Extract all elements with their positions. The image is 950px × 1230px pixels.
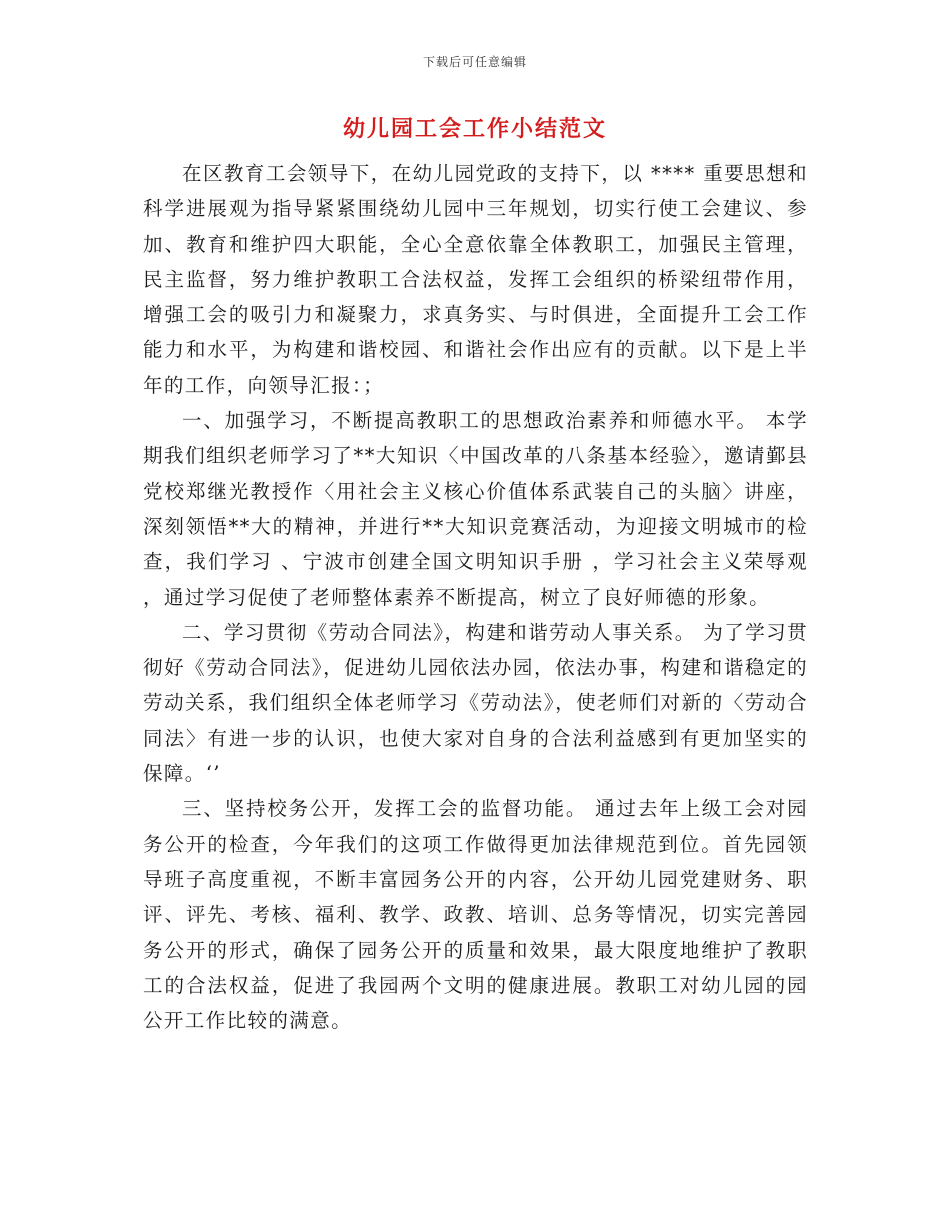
document-title: 幼儿园工会工作小结范文 — [342, 116, 607, 142]
paragraph-section-3: 三、坚持校务公开，发挥工会的监督功能。 通过去年上级工会对园务公开的检查，今年我们的这项工作做得更加法律规范到位。首先园领导班子高度重视，不断丰富园务公开的内容，公开幼儿园党建财务、职评、评先、考核、福利、教学、政教、培训、总务等情况，切实完善园务公开的形式，确保了园务公开的质量和效果，最大限度地维护了教职工的合法权益，促进了我园两个文明的健康进展。教职工对幼儿园的园公开工作比较的满意。 — [143, 797, 808, 1033]
header-note: 下载后可任意编辑 — [422, 55, 527, 69]
paragraph-section-1: 一、加强学习，不断提高教职工的思想政治素养和师德水平。 本学期我们组织老师学习了**大知识〈中国改革的八条基本经验〉，邀请鄞县党校郑继光教授作〈用社会主义核心价值体系武装自己的头脑〉讲座，深刻领悟**大的精神，并进行**大知识竞赛活动，为迎接文明城市的检查，我们学习 、宁波市创建全国文明知识手册 ，学习社会主义荣辱观 ，通过学习促使了老师整体素养不断提高，树立了良好师德的形象。 — [143, 409, 808, 609]
document-body — [143, 156, 808, 1038]
paragraph-section-2: 二、学习贯彻《劳动合同法》，构建和谐劳动人事关系。 为了学习贯彻好《劳动合同法》，促进幼儿园依法办园，依法办事，构建和谐稳定的劳动关系，我们组织全体老师学习《劳动法》，使老师们对新的〈劳动合同法〉有进一步的认识，也使大家对自身的合法利益感到有更加坚实的保障。‘’ — [143, 620, 808, 786]
paragraph-intro: 在区教育工会领导下，在幼儿园党政的支持下，以 **** 重要思想和科学进展观为指导紧紧围绕幼儿园中三年规划，切实行使工会建议、参加、教育和维护四大职能，全心全意依靠全体教职工，加强民主管理，民主监督，努力维护教职工合法权益，发挥工会组织的桥梁纽带作用，增强工会的吸引力和凝聚力，求真务实、与时俱进，全面提升工会工作能力和水平，为构建和谐校园、和谐社会作出应有的贡献。以下是上半年的工作，向领导汇报：； — [143, 162, 808, 397]
